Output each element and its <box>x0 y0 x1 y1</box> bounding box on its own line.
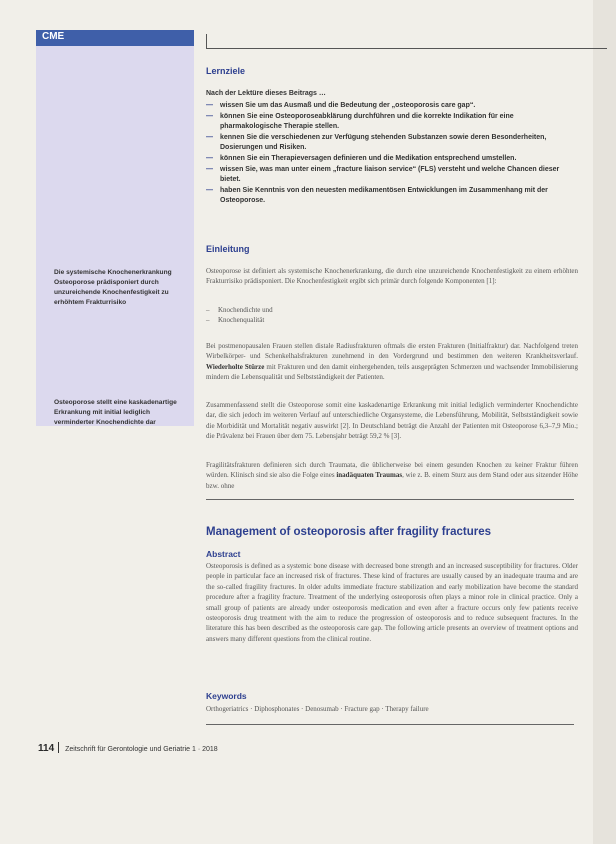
highlight-term: Wiederholte Stürze <box>206 362 265 371</box>
cme-label: CME <box>42 31 65 42</box>
margin-panel <box>36 46 194 426</box>
learning-goals-heading: Lernziele <box>206 66 246 76</box>
highlight-term: inadäquaten Traumas <box>336 471 403 480</box>
header-rule <box>206 34 607 49</box>
intro-paragraph-3: Zusammenfassend stellt die Osteoporose somit eine kaskadenartige Erkrankung mit initial lediglich verminderter Knochendichte dar, die sich jedoch im weiteren Verlauf auf unterschiedliche Organsysteme, die Lebensführung, Mobilität, Selbstständigkeit sowie die Morbidität und Mortalität negativ auswirkt [2]. In Deutschland beträgt die Anzahl der Patienten mit Osteoporose 6,3–7,9 Mio.; die Prävalenz bei Frauen über dem 75. Lebensjahr beträgt 59,2 % [3]. <box>206 401 578 441</box>
margin-note: Osteoporose stellt eine kaskadenartige Erkrankung mit initial lediglich verminderter Knochendichte dar <box>54 399 177 426</box>
abstract-text: Osteoporosis is defined as a systemic bone disease with decreased bone strength and an increased susceptibility for fractures. Older people in particular face an increased risk of fractures. These kind of fractures are usually caused by an inadequate trauma and are the so-called fragility fractures. In older adults immediate fracture stabilization and early mobilization have become the standard procedure after a fragility fracture. Treatment of the underlying osteoporosis often plays a minor role in clinical practice. Only a small group of patients are already under osteoporosis medication and even after a fracture occurs only few patients receive osteoporosis drug treatment with the aim to reduce the progression of osteoporosis and to reduce subsequent fractures. In the literature this has been described as the osteoporosis care gap. The following article presents an overview of treatment options and answers many different questions from the clinical routine. <box>206 562 578 643</box>
learning-goal-item: — kennen Sie die verschiedenen zur Verfügung stehenden Substanzen sowie deren Besonderheiten, Dosierungen und Risiken. <box>206 133 576 154</box>
introduction-heading: Einleitung <box>206 244 250 254</box>
learning-goal-item: — können Sie ein Therapieversagen definieren und die Medikation entsprechend umstellen. <box>206 154 576 165</box>
keywords-heading: Keywords <box>206 691 247 701</box>
section-divider <box>206 499 574 500</box>
footer-divider <box>58 742 59 753</box>
margin-note: Die systemische Knochenerkrankung Osteoporose prädisponiert durch unzureichende Knochenfestigkeit zu erhöhtem Frakturrisiko <box>54 269 172 306</box>
page-footer <box>38 742 218 754</box>
learning-goal-item: — wissen Sie um das Ausmaß und die Bedeutung der „osteoporosis care gap“. <box>206 101 576 112</box>
learning-goal-item: — wissen Sie, was man unter einem „fracture liaison service“ (FLS) versteht und welche Chancen dieser bietet. <box>206 165 576 186</box>
learning-goals-list <box>206 101 576 207</box>
learning-goal-item: — können Sie eine Osteoporoseabklärung durchführen und die korrekte Indikation für eine pharmakologische Therapie stellen. <box>206 112 576 133</box>
page-edge-shadow <box>593 0 616 844</box>
intro-paragraph-1: Osteoporose ist definiert als systemische Knochenerkrankung, die durch eine unzureichende Knochenfestigkeit zu einem erhöhten Frakturrisiko prädisponiert. Die Knochenfestigkeit ergibt sich primär durch folgende Komponenten [1]: <box>206 267 578 286</box>
component-item: – Knochendichte und <box>206 305 273 315</box>
english-title: Management of osteoporosis after fragility fractures <box>206 526 492 538</box>
learning-goal-item: — haben Sie Kenntnis von den neuesten medikamentösen Entwicklungen im Zusammenhang mit der Osteoporose. <box>206 186 576 207</box>
component-list <box>206 305 273 326</box>
learning-goals-lead: Nach der Lektüre dieses Beitrags … <box>206 90 326 97</box>
journal-citation: Zeitschrift für Gerontologie und Geriatrie 1 · 2018 <box>65 746 218 753</box>
abstract-heading: Abstract <box>206 549 241 559</box>
page-number: 114 <box>38 743 55 754</box>
intro-paragraph-2: Bei postmenopausalen Frauen stellen distale Radiusfrakturen oftmals die ersten Frakturen (Initialfraktur) dar. Nachfolgend treten Wirbelkörper- und Schenkelhalsfrakturen zunehmend in den Vordergrund und bestimmen den weiteren Krankheitsverlauf. Wiederholte Stürze mit Frakturen und den damit einhergehenden, teils ausgeprägten Schmerzen und wachsender Immobilisierung mindern die Lebensqualität und Selbstständigkeit der Patienten. <box>206 342 579 382</box>
component-item: – Knochenqualität <box>206 315 273 325</box>
section-divider <box>206 724 574 725</box>
keywords-text: Orthogeriatrics · Diphosphonates · Denosumab · Fracture gap · Therapy failure <box>206 705 429 713</box>
intro-paragraph-4: Fragilitätsfrakturen definieren sich durch Traumata, die üblicherweise bei einem gesunden Knochen zu keiner Fraktur führen würden. Klinisch sind sie also die Folge eines inadäquaten Traumas, wie z. B. einem Sturz aus dem Stand oder aus sitzender Höhe bzw. ohne <box>206 461 578 490</box>
